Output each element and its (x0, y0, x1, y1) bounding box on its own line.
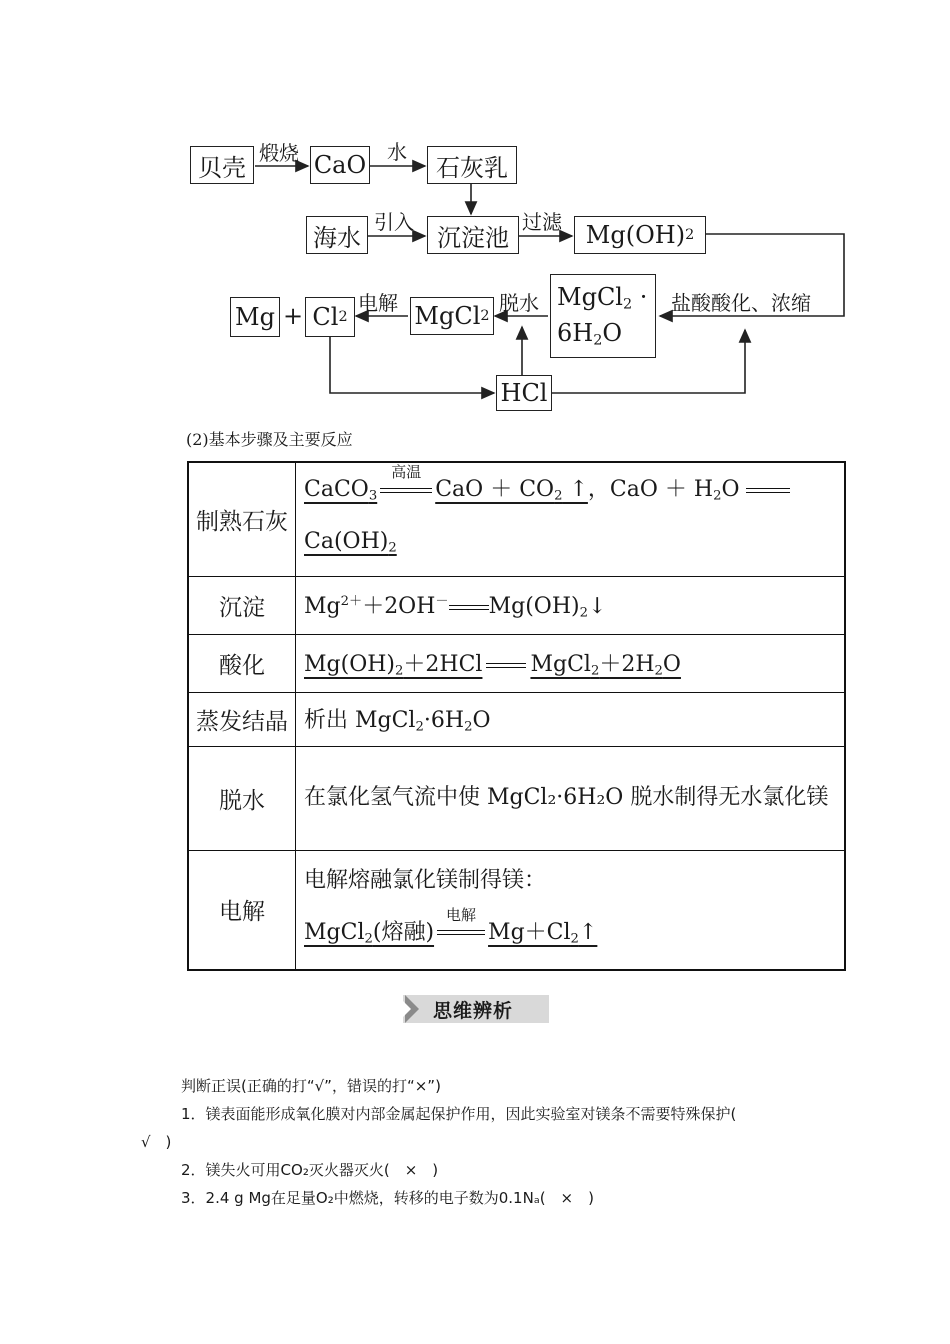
step-name: 制熟石灰 (188, 462, 296, 576)
question-3: 3．2.4 g Mg在足量O₂中燃烧，转移的电子数为0.1Nₐ( × ) (181, 1189, 594, 1207)
table-row (188, 692, 845, 746)
question-intro: 判断正误(正确的打“√”，错误的打“×”) (181, 1077, 441, 1095)
node-mg: Mg (230, 297, 280, 337)
label-filter: 过滤 (522, 210, 562, 234)
step-reaction: CaCO$_3$ 高温 CaO ＋ $CO_2$ ↑，CaO ＋ $H_2O$ $Ca(OH)_2$ (296, 462, 846, 576)
table-row (188, 634, 845, 692)
plus-sign: + (283, 302, 304, 330)
node-mgoh2: Mg(OH) 2 (574, 216, 706, 254)
node-mgcl2-hydrate: MgCl$_2$ · $6H_2O$ (550, 274, 656, 358)
step-name: 电解 (188, 850, 296, 970)
step-reaction: $Mg(OH)_2+2HCl$ $MgCl_2+2H_2O$ (296, 634, 846, 692)
node-seawater: 海水 (306, 216, 368, 254)
label-dehydrate: 脱水 (499, 291, 539, 315)
node-precip-tank: 沉淀池 (427, 216, 519, 254)
node-hcl: HCl (496, 375, 552, 411)
question-1-answer: √ ) (141, 1133, 172, 1151)
label-calcine: 煅烧 (259, 141, 299, 165)
node-lime-milk: 石灰乳 (427, 146, 517, 184)
label-water: 水 (387, 140, 407, 164)
flow-connectors (0, 0, 950, 420)
step-reaction: $Mg^{2+}+2OH^-$ $Mg(OH)_2↓$ (296, 576, 846, 634)
thinking-banner (403, 995, 549, 1023)
node-cl2: Cl 2 (305, 297, 355, 337)
table-row (188, 746, 845, 850)
step-name: 沉淀 (188, 576, 296, 634)
label-introduce: 引入 (374, 210, 414, 234)
label-electrolysis: 电解 (358, 291, 398, 315)
table-row (188, 576, 845, 634)
step-reaction: 在氯化氢气流中使 MgCl₂·6H₂O 脱水制得无水氯化镁 (296, 746, 846, 850)
step-name: 蒸发结晶 (188, 692, 296, 746)
section-caption: (2)基本步骤及主要反应 (186, 430, 353, 449)
node-cao: CaO (310, 146, 370, 184)
question-1: 1．镁表面能形成氧化膜对内部金属起保护作用，因此实验室对镁条不需要特殊保护( (181, 1105, 737, 1123)
step-reaction: 电解熔融氯化镁制得镁： MgCl$_2$(熔融) 电解 $Mg+Cl_2↑$ (296, 850, 846, 970)
node-mgcl2: MgCl 2 (410, 297, 494, 335)
steps-table (187, 461, 846, 971)
table-row (188, 850, 845, 970)
table-row (188, 462, 845, 576)
question-2: 2．镁失火可用CO₂灭火器灭火( × ) (181, 1161, 439, 1179)
banner-title: 思维辨析 (433, 999, 514, 1022)
arrow-cl2-hcl (330, 337, 494, 393)
step-reaction: 析出 $MgCl_2\cdot 6H_2O$ (296, 692, 846, 746)
step-name: 酸化 (188, 634, 296, 692)
node-shell: 贝壳 (190, 146, 254, 184)
label-acidify-concentrate: 盐酸酸化、浓缩 (671, 291, 811, 315)
step-name: 脱水 (188, 746, 296, 850)
